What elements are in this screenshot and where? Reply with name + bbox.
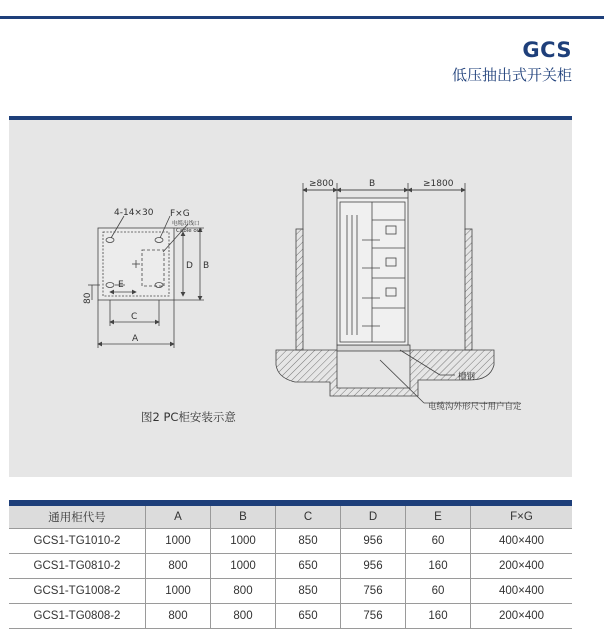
- dim-80-label: 80: [83, 292, 93, 304]
- brand-title: GCS: [522, 38, 572, 62]
- col-header-d: D: [341, 503, 406, 529]
- col-header-fg: F×G: [471, 503, 573, 529]
- cell-d: 956: [341, 554, 406, 579]
- cell-a: 800: [146, 554, 211, 579]
- cell-model: GCS1-TG0808-2: [9, 604, 146, 629]
- cell-model: GCS1-TG0810-2: [9, 554, 146, 579]
- cell-model: GCS1-TG1010-2: [9, 529, 146, 554]
- channel-steel-label: 槽钢: [458, 372, 476, 382]
- dim-c-label: C: [131, 312, 138, 322]
- cable-cn-label: 电缆出线口: [172, 221, 200, 227]
- product-subtitle: 低压抽出式开关柜: [451, 66, 572, 84]
- holes-label: 4-14×30: [114, 208, 154, 218]
- cell-e: 160: [406, 554, 471, 579]
- cell-a: 1000: [146, 529, 211, 554]
- cell-c: 650: [276, 604, 341, 629]
- dim-e-label: E: [118, 280, 124, 290]
- cell-b: 800: [211, 604, 276, 629]
- cell-d: 956: [341, 529, 406, 554]
- cell-model: GCS1-TG1008-2: [9, 579, 146, 604]
- cell-c: 850: [276, 529, 341, 554]
- elevation-view: [276, 183, 520, 403]
- col-header-e: E: [406, 503, 471, 529]
- col-header-model: 通用柜代号: [9, 503, 146, 529]
- right-clearance-label: ≥1800: [423, 179, 454, 189]
- left-clearance-label: ≥800: [309, 179, 334, 189]
- cell-c: 650: [276, 554, 341, 579]
- table-row: [9, 529, 572, 554]
- cell-b: 800: [211, 579, 276, 604]
- fg-label: F×G: [170, 209, 190, 219]
- width-b-label: B: [369, 179, 376, 189]
- dimensions-table: [9, 500, 572, 629]
- cell-a: 1000: [146, 579, 211, 604]
- cable-en-label: Cable out: [176, 228, 203, 234]
- cell-fg: 200×400: [471, 554, 573, 579]
- table-row: [9, 604, 572, 629]
- table-header-row: [9, 503, 572, 529]
- dim-a-label: A: [132, 334, 139, 344]
- cell-fg: 200×400: [471, 604, 573, 629]
- cable-trench-label: 电缆沟外形尺寸用户自定: [428, 402, 522, 412]
- cell-b: 1000: [211, 554, 276, 579]
- table-row: [9, 579, 572, 604]
- figure-caption: 图2 PC柜安装示意: [141, 410, 236, 424]
- col-header-c: C: [276, 503, 341, 529]
- cell-a: 800: [146, 604, 211, 629]
- cell-b: 1000: [211, 529, 276, 554]
- cell-e: 60: [406, 579, 471, 604]
- cell-d: 756: [341, 604, 406, 629]
- cell-fg: 400×400: [471, 529, 573, 554]
- cell-e: 160: [406, 604, 471, 629]
- cell-d: 756: [341, 579, 406, 604]
- cell-fg: 400×400: [471, 579, 573, 604]
- dim-b-label: B: [203, 261, 210, 271]
- cell-e: 60: [406, 529, 471, 554]
- table-row: [9, 554, 572, 579]
- col-header-b: B: [211, 503, 276, 529]
- cell-c: 850: [276, 579, 341, 604]
- plan-view: [88, 216, 204, 348]
- dim-d-label: D: [186, 261, 193, 271]
- col-header-a: A: [146, 503, 211, 529]
